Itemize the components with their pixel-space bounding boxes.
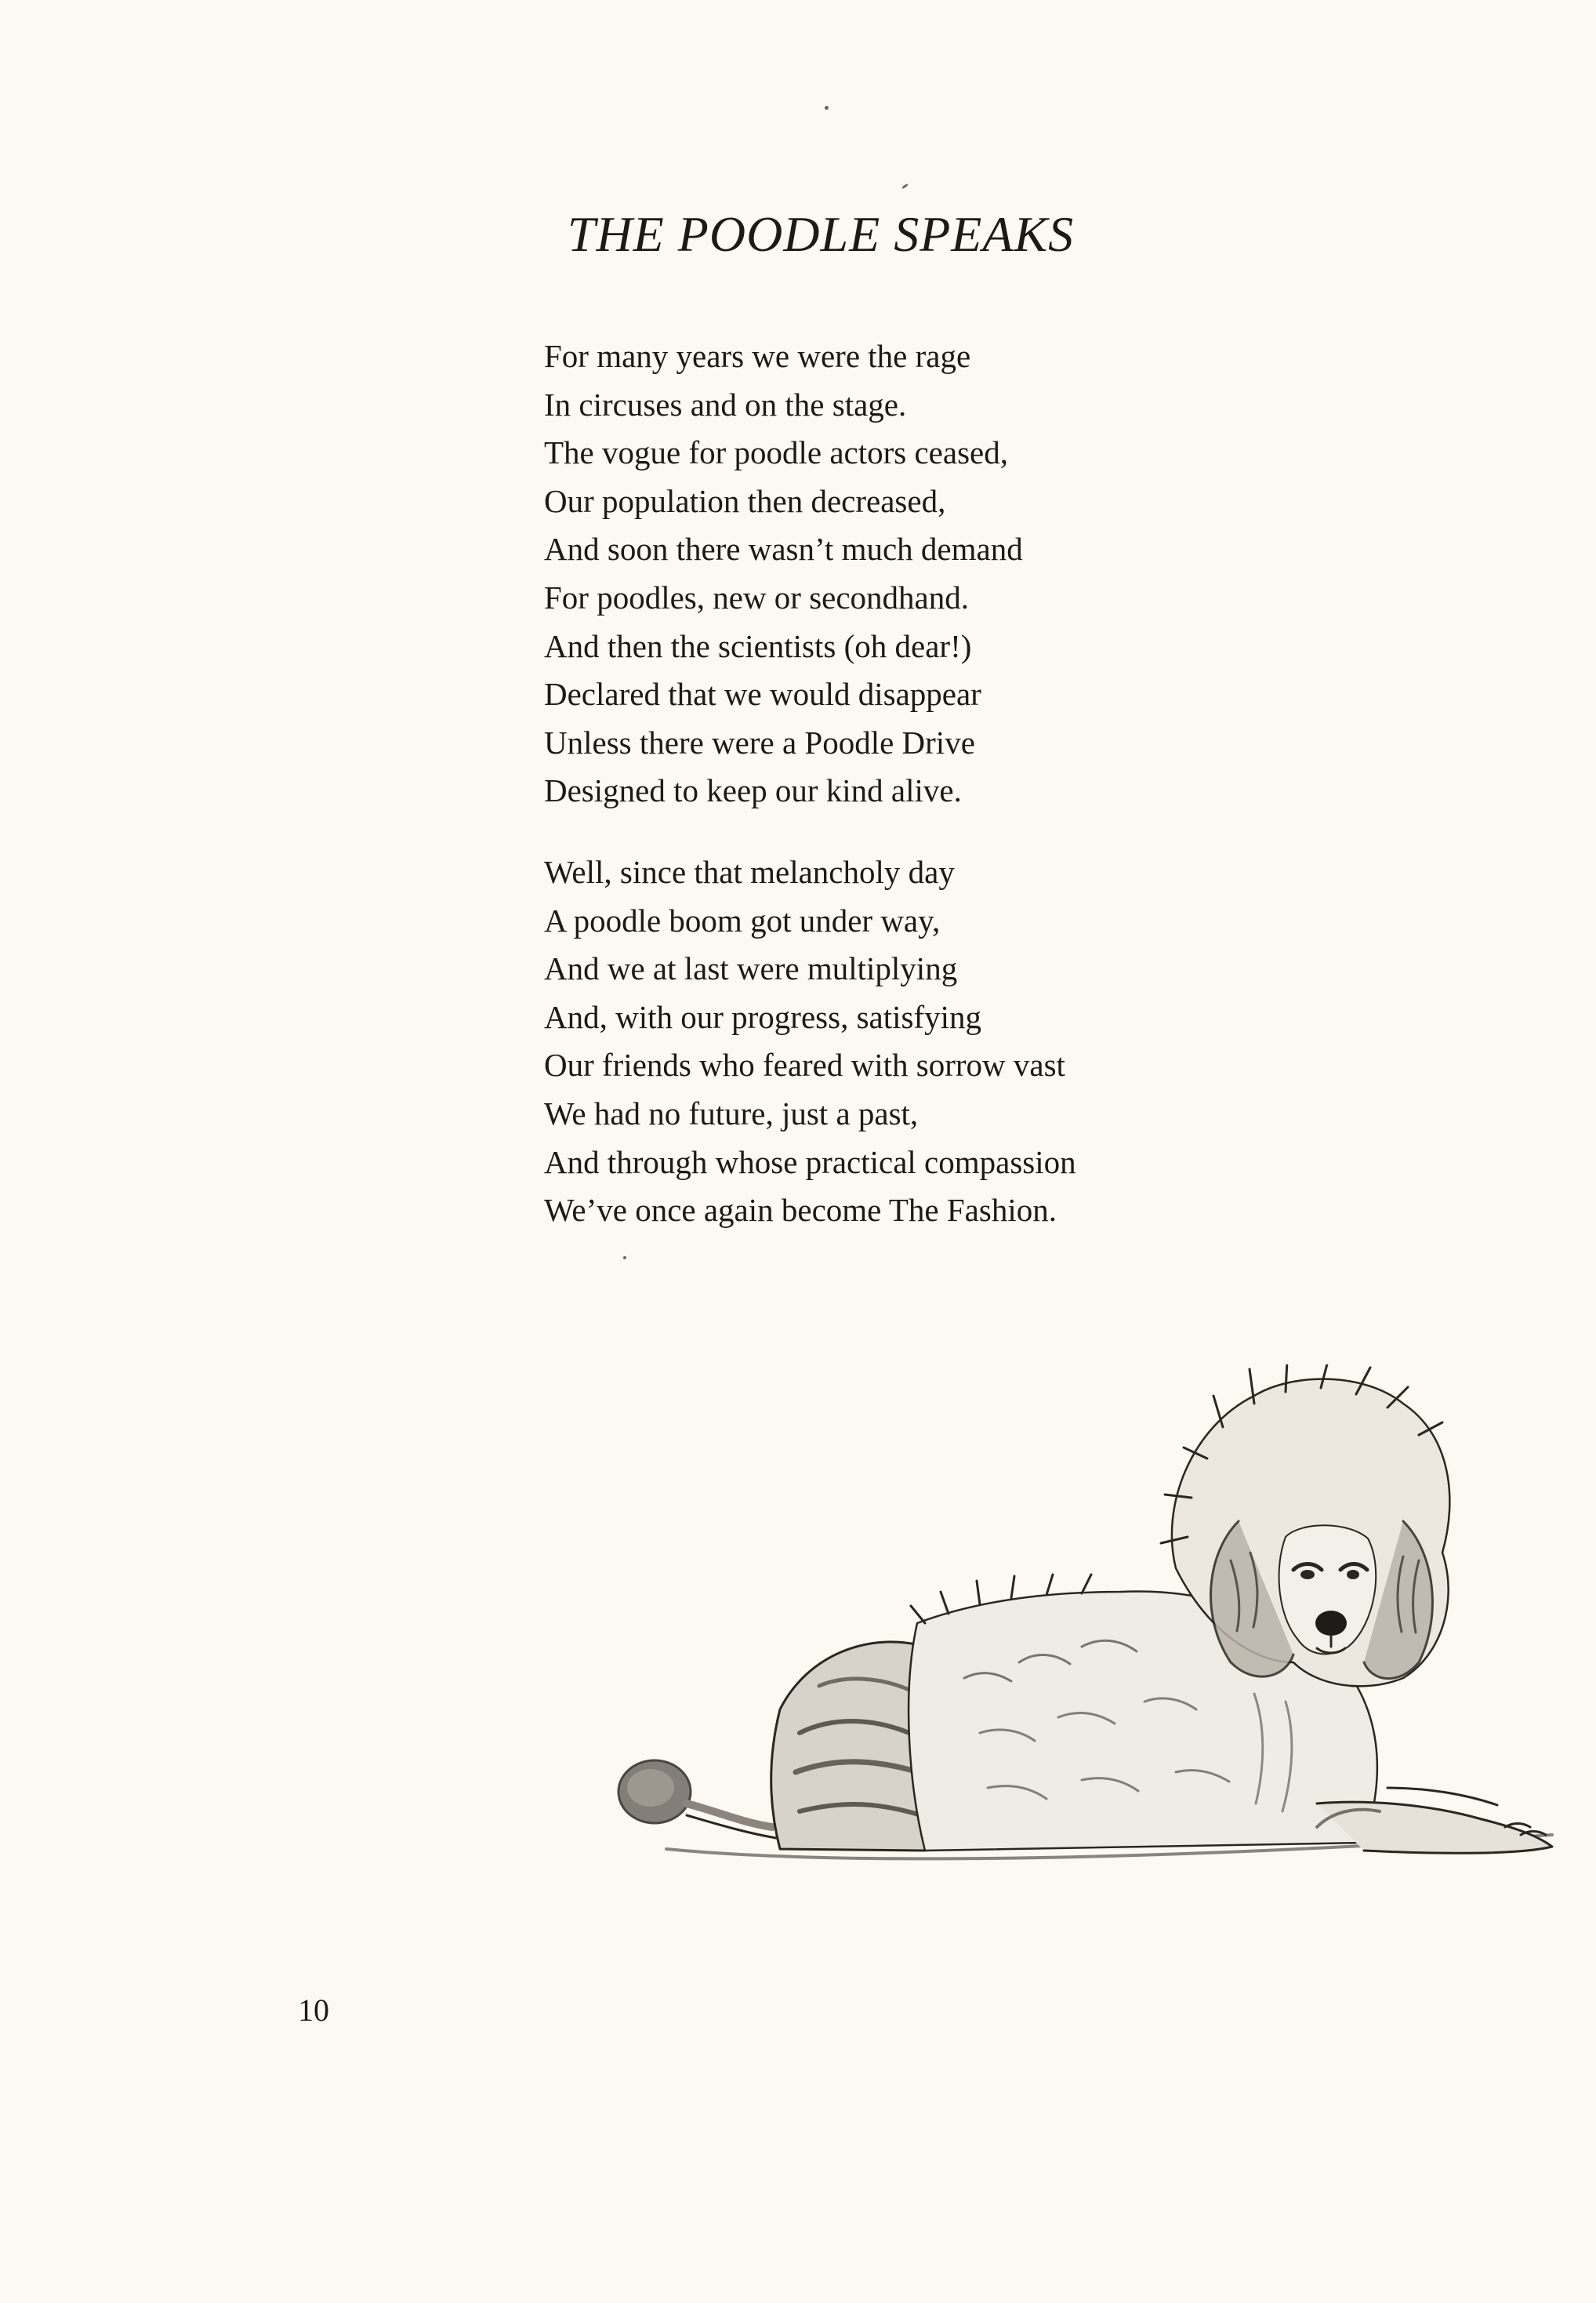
- poem-line: Our population then decreased,: [544, 482, 946, 519]
- stanza-1: [544, 332, 1250, 815]
- paper-speck: [623, 1256, 626, 1259]
- poem-line: Well, since that melancholy day: [544, 853, 955, 890]
- poem-line: And through whose practical compassion: [544, 1143, 1076, 1180]
- poodle-illustration: [611, 1364, 1568, 1882]
- poem-line: In circuses and on the stage.: [544, 386, 907, 423]
- paper-speck: [901, 183, 909, 190]
- page-title: THE POODLE SPEAKS: [567, 206, 1075, 262]
- poem-line: For many years we were the rage: [544, 338, 971, 374]
- poem-line: Declared that we would disappear: [544, 676, 981, 713]
- poem-line: And we at last were multiplying: [544, 950, 958, 987]
- poem-line: Designed to keep our kind alive.: [544, 772, 962, 809]
- page-number: 10: [298, 1992, 329, 2028]
- poem-line: And soon there wasn’t much demand: [544, 531, 1023, 568]
- stanza-2: [544, 848, 1250, 1235]
- poem-line: We had no future, just a past,: [544, 1095, 919, 1132]
- poem: [544, 332, 1250, 1235]
- poem-line: The vogue for poodle actors ceased,: [544, 434, 1008, 471]
- poem-line: Unless there were a Poodle Drive: [544, 724, 975, 761]
- tail-pom: [618, 1760, 776, 1838]
- poem-line: And then the scientists (oh dear!): [544, 627, 972, 664]
- poem-line: Our friends who feared with sorrow vast: [544, 1047, 1065, 1084]
- paper-speck: [825, 106, 829, 110]
- poem-line: We’ve once again become The Fashion.: [544, 1192, 1057, 1229]
- poem-line: A poodle boom got under way,: [544, 902, 941, 939]
- poem-line: And, with our progress, satisfying: [544, 998, 982, 1035]
- poem-line: For poodles, new or secondhand.: [544, 579, 970, 616]
